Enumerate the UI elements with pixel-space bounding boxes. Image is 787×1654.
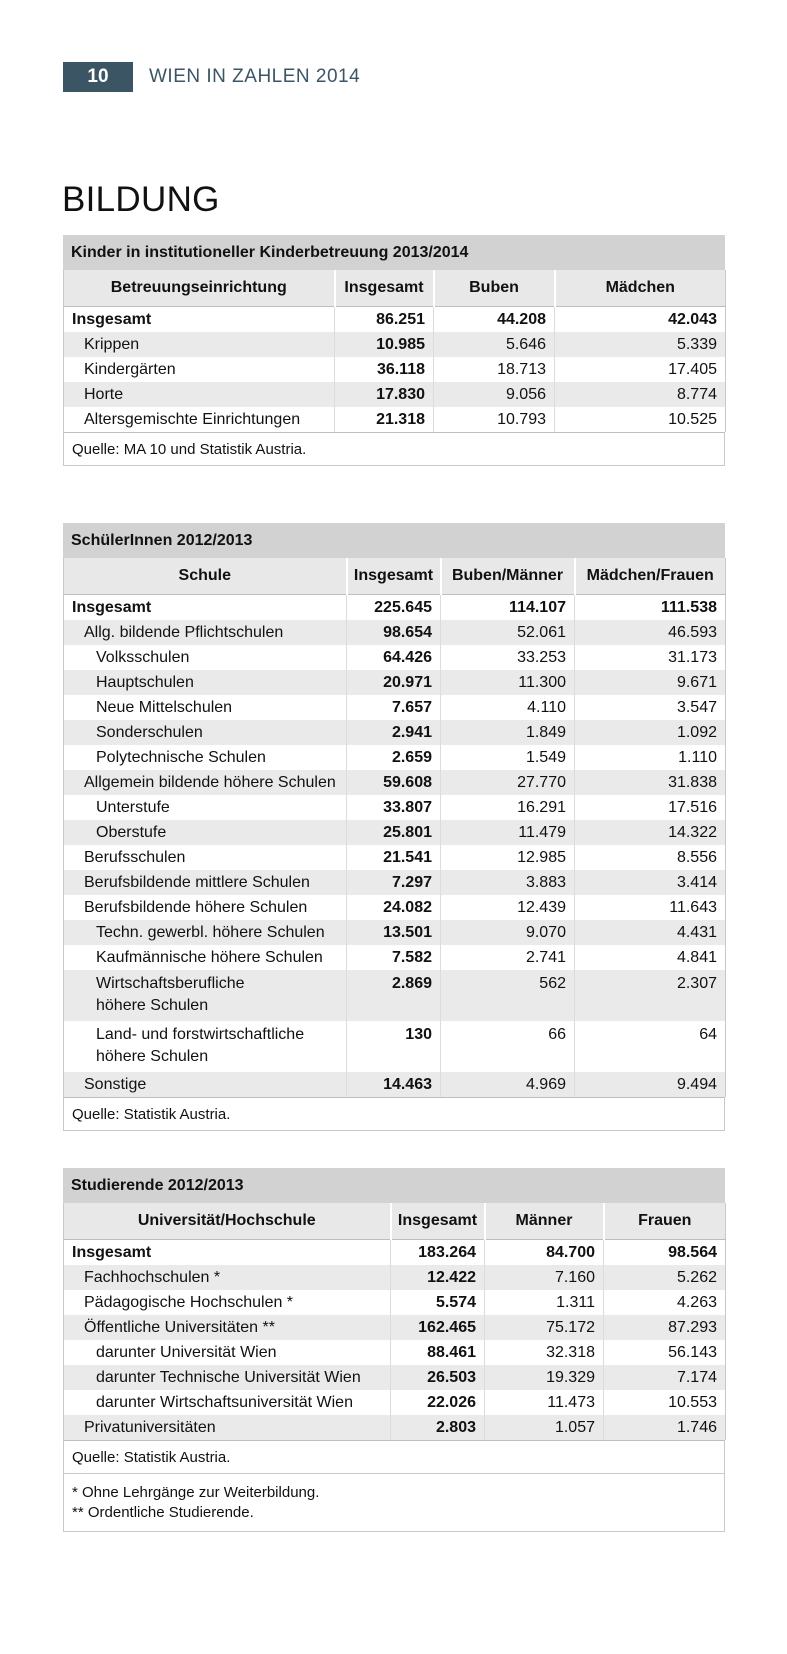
cell-weiblich: 9.494 bbox=[575, 1072, 726, 1097]
cell-buben: 18.713 bbox=[434, 357, 555, 382]
cell-weiblich: 46.593 bbox=[575, 620, 726, 645]
cell-maennlich: 11.479 bbox=[441, 820, 575, 845]
table-row bbox=[64, 895, 726, 920]
cell-insgesamt: 12.422 bbox=[391, 1265, 485, 1290]
cell-maennlich: 2.741 bbox=[441, 945, 575, 970]
cell-insgesamt: 225.645 bbox=[347, 595, 441, 621]
header-row bbox=[64, 1203, 726, 1240]
row-label-line: Land- und forstwirtschaftliche bbox=[96, 1026, 305, 1043]
table-row bbox=[64, 620, 726, 645]
cell-maenner: 1.057 bbox=[485, 1415, 604, 1440]
table-row bbox=[64, 407, 726, 432]
cell-insgesamt: 20.971 bbox=[347, 670, 441, 695]
column-header: Mädchen/Frauen bbox=[575, 558, 726, 595]
table-row bbox=[64, 795, 726, 820]
cell-maennlich: 52.061 bbox=[441, 620, 575, 645]
cell-insgesamt: 59.608 bbox=[347, 770, 441, 795]
cell-frauen: 98.564 bbox=[604, 1240, 726, 1266]
cell-insgesamt: 21.318 bbox=[335, 407, 434, 432]
row-label: darunter Universität Wien bbox=[96, 1343, 277, 1361]
cell-maennlich: 1.549 bbox=[441, 745, 575, 770]
table-row bbox=[64, 1315, 726, 1340]
table-row bbox=[64, 770, 726, 795]
data-table bbox=[63, 1203, 726, 1440]
cell-insgesamt: 130 bbox=[347, 1021, 441, 1072]
row-label: Horte bbox=[64, 382, 335, 407]
row-label: Öffentliche Universitäten ** bbox=[64, 1315, 391, 1340]
cell-weiblich: 3.414 bbox=[575, 870, 726, 895]
cell-insgesamt: 17.830 bbox=[335, 382, 434, 407]
cell-maennlich: 33.253 bbox=[441, 645, 575, 670]
cell-maedchen: 10.525 bbox=[555, 407, 726, 432]
row-label: Privatuniversitäten bbox=[64, 1415, 391, 1440]
column-header: Mädchen bbox=[555, 270, 726, 307]
cell-maenner: 32.318 bbox=[485, 1340, 604, 1365]
row-label: Altersgemischte Einrichtungen bbox=[84, 410, 301, 428]
row-label: Polytechnische Schulen bbox=[96, 748, 266, 766]
studierende-table bbox=[63, 1168, 725, 1532]
cell-buben: 5.646 bbox=[434, 332, 555, 357]
column-header: Schule bbox=[64, 558, 347, 595]
header-row bbox=[64, 270, 726, 307]
row-label: Neue Mittelschulen bbox=[96, 698, 233, 716]
table-row bbox=[64, 720, 726, 745]
footnote: * Ohne Lehrgänge zur Weiterbildung. bbox=[72, 1484, 320, 1501]
row-label: Techn. gewerbl. höhere Schulen bbox=[64, 920, 347, 945]
table-row bbox=[64, 1365, 726, 1390]
table-caption: Studierende 2012/2013 bbox=[63, 1168, 725, 1203]
cell-insgesamt: 5.574 bbox=[391, 1290, 485, 1315]
table-row bbox=[64, 1390, 726, 1415]
row-label bbox=[64, 970, 347, 1021]
table-row bbox=[64, 1415, 726, 1440]
row-label: Kindergärten bbox=[84, 360, 176, 378]
table-row bbox=[64, 920, 726, 945]
cell-insgesamt: 25.801 bbox=[347, 820, 441, 845]
cell-maenner: 11.473 bbox=[485, 1390, 604, 1415]
column-header: Insgesamt bbox=[347, 558, 441, 595]
cell-buben: 10.793 bbox=[434, 407, 555, 432]
row-label-line: höhere Schulen bbox=[96, 997, 209, 1014]
cell-maennlich: 4.969 bbox=[441, 1072, 575, 1097]
footnote: ** Ordentliche Studierende. bbox=[72, 1504, 254, 1521]
column-header: Insgesamt bbox=[335, 270, 434, 307]
row-label: darunter Wirtschaftsuniversität Wien bbox=[96, 1393, 353, 1411]
table-row bbox=[64, 745, 726, 770]
cell-maennlich: 9.070 bbox=[441, 920, 575, 945]
cell-frauen: 1.746 bbox=[604, 1415, 726, 1440]
cell-insgesamt: 2.659 bbox=[347, 745, 441, 770]
cell-weiblich: 17.516 bbox=[575, 795, 726, 820]
cell-insgesamt: 86.251 bbox=[335, 307, 434, 333]
table-caption: SchülerInnen 2012/2013 bbox=[63, 523, 725, 558]
cell-weiblich: 8.556 bbox=[575, 845, 726, 870]
cell-frauen: 87.293 bbox=[604, 1315, 726, 1340]
table-row bbox=[64, 1290, 726, 1315]
table-row bbox=[64, 357, 726, 382]
cell-insgesamt: 98.654 bbox=[347, 620, 441, 645]
row-label: Insgesamt bbox=[72, 598, 152, 616]
cell-maedchen: 17.405 bbox=[555, 357, 726, 382]
row-label: Fachhochschulen * bbox=[64, 1265, 391, 1290]
data-table bbox=[63, 270, 726, 432]
cell-maennlich: 12.439 bbox=[441, 895, 575, 920]
column-header: Buben/Männer bbox=[441, 558, 575, 595]
cell-weiblich: 1.092 bbox=[575, 720, 726, 745]
cell-maennlich: 3.883 bbox=[441, 870, 575, 895]
row-label: Pädagogische Hochschulen * bbox=[84, 1293, 294, 1311]
section-title: BILDUNG bbox=[62, 180, 220, 219]
cell-insgesamt: 7.582 bbox=[347, 945, 441, 970]
schueler-table bbox=[63, 523, 725, 1131]
cell-maennlich: 1.849 bbox=[441, 720, 575, 745]
table-row bbox=[64, 970, 726, 1021]
column-header: Buben bbox=[434, 270, 555, 307]
cell-insgesamt: 2.803 bbox=[391, 1415, 485, 1440]
cell-maennlich: 4.110 bbox=[441, 695, 575, 720]
table-caption: Kinder in institutioneller Kinderbetreuung 2013/2014 bbox=[63, 235, 725, 270]
header-row bbox=[64, 558, 726, 595]
page-number: 10 bbox=[63, 62, 133, 92]
cell-maedchen: 5.339 bbox=[555, 332, 726, 357]
cell-weiblich: 9.671 bbox=[575, 670, 726, 695]
cell-insgesamt: 26.503 bbox=[391, 1365, 485, 1390]
cell-weiblich: 31.173 bbox=[575, 645, 726, 670]
cell-maennlich: 12.985 bbox=[441, 845, 575, 870]
cell-insgesamt: 13.501 bbox=[347, 920, 441, 945]
table-row bbox=[64, 332, 726, 357]
table-row bbox=[64, 382, 726, 407]
table-row bbox=[64, 670, 726, 695]
cell-insgesamt: 7.297 bbox=[347, 870, 441, 895]
row-label: Berufsbildende höhere Schulen bbox=[84, 898, 308, 916]
cell-maenner: 19.329 bbox=[485, 1365, 604, 1390]
row-label: Krippen bbox=[64, 332, 335, 357]
row-label: Insgesamt bbox=[72, 1243, 152, 1261]
table-row bbox=[64, 645, 726, 670]
table-source: Quelle: Statistik Austria. bbox=[63, 1097, 725, 1131]
cell-buben: 44.208 bbox=[434, 307, 555, 333]
cell-weiblich: 11.643 bbox=[575, 895, 726, 920]
cell-insgesamt: 88.461 bbox=[391, 1340, 485, 1365]
row-label: Volksschulen bbox=[96, 648, 190, 666]
kinderbetreuung-table bbox=[63, 235, 725, 466]
table-row bbox=[64, 1021, 726, 1072]
row-label: Hauptschulen bbox=[64, 670, 347, 695]
row-label: Allgemein bildende höhere Schulen bbox=[64, 770, 347, 795]
table-row bbox=[64, 695, 726, 720]
cell-maedchen: 42.043 bbox=[555, 307, 726, 333]
cell-insgesamt: 7.657 bbox=[347, 695, 441, 720]
column-header: Frauen bbox=[604, 1203, 726, 1240]
cell-maennlich: 114.107 bbox=[441, 595, 575, 621]
cell-frauen: 10.553 bbox=[604, 1390, 726, 1415]
row-label: Insgesamt bbox=[72, 310, 152, 328]
cell-insgesamt: 183.264 bbox=[391, 1240, 485, 1266]
table-row bbox=[64, 945, 726, 970]
table-row bbox=[64, 820, 726, 845]
cell-maennlich: 66 bbox=[441, 1021, 575, 1072]
table-row bbox=[64, 845, 726, 870]
row-label: Berufsbildende mittlere Schulen bbox=[64, 870, 347, 895]
table-source: Quelle: MA 10 und Statistik Austria. bbox=[63, 432, 725, 466]
table-source: Quelle: Statistik Austria. bbox=[63, 1440, 725, 1474]
cell-weiblich: 3.547 bbox=[575, 695, 726, 720]
cell-maedchen: 8.774 bbox=[555, 382, 726, 407]
table-row bbox=[64, 1240, 726, 1266]
table-row bbox=[64, 1340, 726, 1365]
column-header: Betreuungseinrichtung bbox=[64, 270, 335, 307]
cell-insgesamt: 2.869 bbox=[347, 970, 441, 1021]
cell-insgesamt: 36.118 bbox=[335, 357, 434, 382]
row-label-line: Wirtschaftsberufliche bbox=[96, 975, 245, 992]
cell-frauen: 7.174 bbox=[604, 1365, 726, 1390]
cell-insgesamt: 33.807 bbox=[347, 795, 441, 820]
row-label: darunter Technische Universität Wien bbox=[64, 1365, 391, 1390]
row-label: Oberstufe bbox=[64, 820, 347, 845]
row-label: Berufsschulen bbox=[84, 848, 186, 866]
cell-insgesamt: 21.541 bbox=[347, 845, 441, 870]
page-header bbox=[63, 62, 360, 92]
cell-maennlich: 11.300 bbox=[441, 670, 575, 695]
column-header: Männer bbox=[485, 1203, 604, 1240]
cell-weiblich: 2.307 bbox=[575, 970, 726, 1021]
cell-insgesamt: 24.082 bbox=[347, 895, 441, 920]
cell-insgesamt: 64.426 bbox=[347, 645, 441, 670]
cell-buben: 9.056 bbox=[434, 382, 555, 407]
cell-weiblich: 31.838 bbox=[575, 770, 726, 795]
cell-insgesamt: 22.026 bbox=[391, 1390, 485, 1415]
cell-weiblich: 4.431 bbox=[575, 920, 726, 945]
row-label: Allg. bildende Pflichtschulen bbox=[64, 620, 347, 645]
row-label: Sonderschulen bbox=[64, 720, 347, 745]
column-header: Insgesamt bbox=[391, 1203, 485, 1240]
row-label-line: höhere Schulen bbox=[96, 1048, 209, 1065]
data-table bbox=[63, 558, 726, 1097]
cell-insgesamt: 2.941 bbox=[347, 720, 441, 745]
cell-insgesamt: 10.985 bbox=[335, 332, 434, 357]
cell-maennlich: 16.291 bbox=[441, 795, 575, 820]
row-label: Sonstige bbox=[64, 1072, 347, 1097]
cell-insgesamt: 14.463 bbox=[347, 1072, 441, 1097]
row-label bbox=[64, 1021, 347, 1072]
column-header: Universität/Hochschule bbox=[64, 1203, 391, 1240]
cell-frauen: 5.262 bbox=[604, 1265, 726, 1290]
cell-weiblich: 64 bbox=[575, 1021, 726, 1072]
table-row bbox=[64, 307, 726, 333]
table-footnotes bbox=[63, 1474, 725, 1532]
table-row bbox=[64, 1265, 726, 1290]
cell-maenner: 7.160 bbox=[485, 1265, 604, 1290]
table-row bbox=[64, 870, 726, 895]
cell-maenner: 84.700 bbox=[485, 1240, 604, 1266]
cell-frauen: 56.143 bbox=[604, 1340, 726, 1365]
cell-insgesamt: 162.465 bbox=[391, 1315, 485, 1340]
cell-maennlich: 27.770 bbox=[441, 770, 575, 795]
table-row bbox=[64, 1072, 726, 1097]
cell-weiblich: 14.322 bbox=[575, 820, 726, 845]
table-row bbox=[64, 595, 726, 621]
publication-title: WIEN IN ZAHLEN 2014 bbox=[149, 66, 361, 87]
cell-maenner: 1.311 bbox=[485, 1290, 604, 1315]
cell-weiblich: 1.110 bbox=[575, 745, 726, 770]
cell-maennlich: 562 bbox=[441, 970, 575, 1021]
cell-frauen: 4.263 bbox=[604, 1290, 726, 1315]
cell-weiblich: 111.538 bbox=[575, 595, 726, 621]
cell-maenner: 75.172 bbox=[485, 1315, 604, 1340]
row-label: Unterstufe bbox=[96, 798, 170, 816]
cell-weiblich: 4.841 bbox=[575, 945, 726, 970]
row-label: Kaufmännische höhere Schulen bbox=[96, 948, 323, 966]
